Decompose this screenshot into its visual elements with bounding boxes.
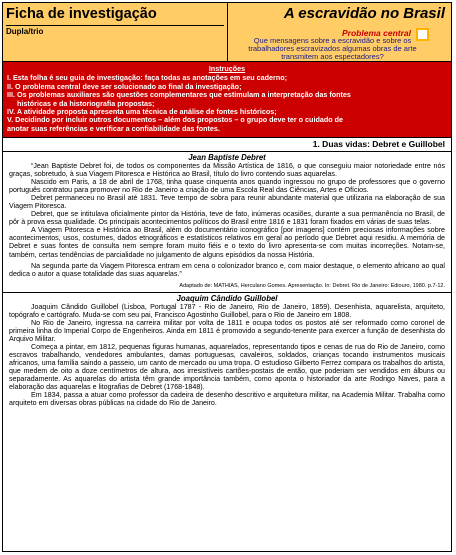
problem-label: Problema central: [342, 28, 411, 38]
header-left-panel: [3, 3, 228, 61]
guillobel-paragraph: Joaquim Cândido Guillobel (Lisboa, Portugal 1787 - Rio de Janeiro, Rio de Janeiro, 1859). Desenhista, aquarelista, arquiteto, topógrafo e cartógrafo. Muda-se com seu pai, Francisco Agostinho Guillobel, para o Rio de Janeiro em 1808.: [9, 302, 445, 319]
debret-paragraph: “Jean Baptiste Debret foi, de todos os componentes da Missão Artística de 1816, o que conseguiu maior notoriedade entre nós graças, sobretudo, à sua Viagem Pitoresca e Histórica ao Brasil, título do livro contendo suas aquarelas.: [9, 162, 445, 179]
guillobel-title: Joaquim Cândido Guillobel: [176, 293, 278, 303]
debret-paragraph: Debret permaneceu no Brasil até 1831. Teve tempo de sobra para reunir abundante material que utilizaria na elaboração de sua Viagem Pitoresca.: [9, 194, 445, 211]
worksheet-page: [2, 2, 452, 552]
worksheet-header: [3, 3, 451, 62]
debret-paragraph: Nascido em Paris, a 18 de abril de 1768, tinha quase cinquenta anos quando ingressou no grupo de professores que o governo português contratou para promover no Rio de Janeiro a criação de uma Escola Real das Ciências, Artes e Ofícios.: [9, 178, 445, 195]
debret-paragraph: A Viagem Pitoresca e Histórica ao Brasil, além do documentário iconográfico [por imagens] contém preciosas informações sobre acontecimentos, usos, costumes, dados etnográficos e estatísticos relativos em geral ao período que Debret aqui residiu. A memória de Debret e suas fontes de consulta nem sempre foram muito fiéis e o texto do livro apresenta-se com muitas incorreções. Notam-se, também, certas tendências de parcialidade no julgamento de alguns episódios da nossa História.: [9, 226, 445, 259]
instructions-title: Instruções: [208, 64, 246, 73]
guillobel-paragraph: No Rio de Janeiro, ingressa na carreira militar por volta de 1811 e ocupa todos os postos até ser reformado como coronel de primeira linha do Imperial Corpo de Engenheiros. Ainda em 1811 é promovido a segundo-tenente para exercer a função de desenhista do Arquivo Militar.: [9, 318, 445, 343]
header-right-panel: [228, 3, 451, 61]
debret-title: Jean Baptiste Debret: [188, 153, 266, 162]
problem-text: Que mensagens sobre a escravidão e sobre os trabalhadores escravizados algumas obras de arte transmitem aos espectadores?: [248, 36, 417, 61]
guillobel-paragraph: Começa a pintar, em 1812, pequenas figuras humanas, aquarelados, representando tipos e cenas de rua do Rio de Janeiro, como escravos trabalhando, vendedores ambulantes, damas portuguesas, cavaleiros, soldados, crianças tocando instrumentos musicais africanos, uma família saindo a passeio, um canto de mercado ou uma tropa. O estudioso Gilberto Ferrez compara os trabalhos do artista, que medem de oito a doze centímetros de altura, aos irresistíveis cartões-postais de então, que poderiam ser vendidos em álbuns ou separadamente. As aquarelas do artista têm grande importância também, como aponta o historiador da arte Rodrigo Naves, para a elaboração das aquarelas e litografias de Debret (1768-1848).: [9, 342, 445, 392]
debret-paragraph: Na segunda parte da Viagem Pitoresca entram em cena o colonizador branco e, com maior destaque, o elemento africano ao qual dedica o autor a quase totalidade das suas aquarelas.”: [9, 261, 445, 278]
dupla-field-label: Dupla/trio: [6, 25, 224, 36]
debret-text-block: [3, 153, 451, 293]
guillobel-text-block: [3, 294, 451, 408]
section-divider: [3, 292, 451, 293]
instruction-item: V. Decidindo por incluir outros documentos – além dos propostos – o grupo deve ter o cuidado de: [7, 116, 343, 125]
debret-paragraph: Debret, que se intitulava oficialmente pintor da História, teve de fato, inúmeras ocasiões, durante a sua permanência no Brasil, de pôr à prova essa qualidade. Os principais acontecimentos políticos do Brasil entre 1816 e 1831 foram fixados em várias de suas telas.: [9, 210, 445, 227]
instruction-item: anotar suas referências e verificar a confiabilidade das fontes.: [7, 124, 220, 133]
instruction-item: II. O problema central deve ser solucionado ao final da investigação;: [7, 82, 242, 91]
topic-title: A escravidão no Brasil: [283, 5, 445, 22]
guillobel-paragraph: Em 1834, passa a atuar como professor da cadeira de desenho descritivo e arquitetura militar, na Academia Militar. Trabalha como arquiteto em diversas obras públicas na cidade do Rio de Janeiro.: [9, 391, 445, 408]
section-title: 1. Duas vidas: Debret e Guillobel: [3, 138, 451, 152]
instruction-item: IV. A atividade proposta apresenta uma técnica de análise de fontes históricos;: [7, 108, 277, 117]
debret-reference: Adaptado de: MATHIAS, Herculano Gomes. Apresentação. In: Debret. Rio de Janeiro: Ediouro, 1980. p.7-12.: [179, 282, 445, 289]
instruction-item: históricas e da historiografia propostas;: [17, 99, 155, 108]
worksheet-title: Ficha de investigação: [6, 6, 157, 22]
instruction-item: III. Os problemas auxiliares são questões complementares que estimulam a interpretação das fontes: [7, 91, 351, 100]
instruction-item: I. Esta folha é seu guia de investigação: faça todas as anotações em seu caderno;: [7, 74, 288, 83]
instructions-box: [3, 62, 451, 138]
